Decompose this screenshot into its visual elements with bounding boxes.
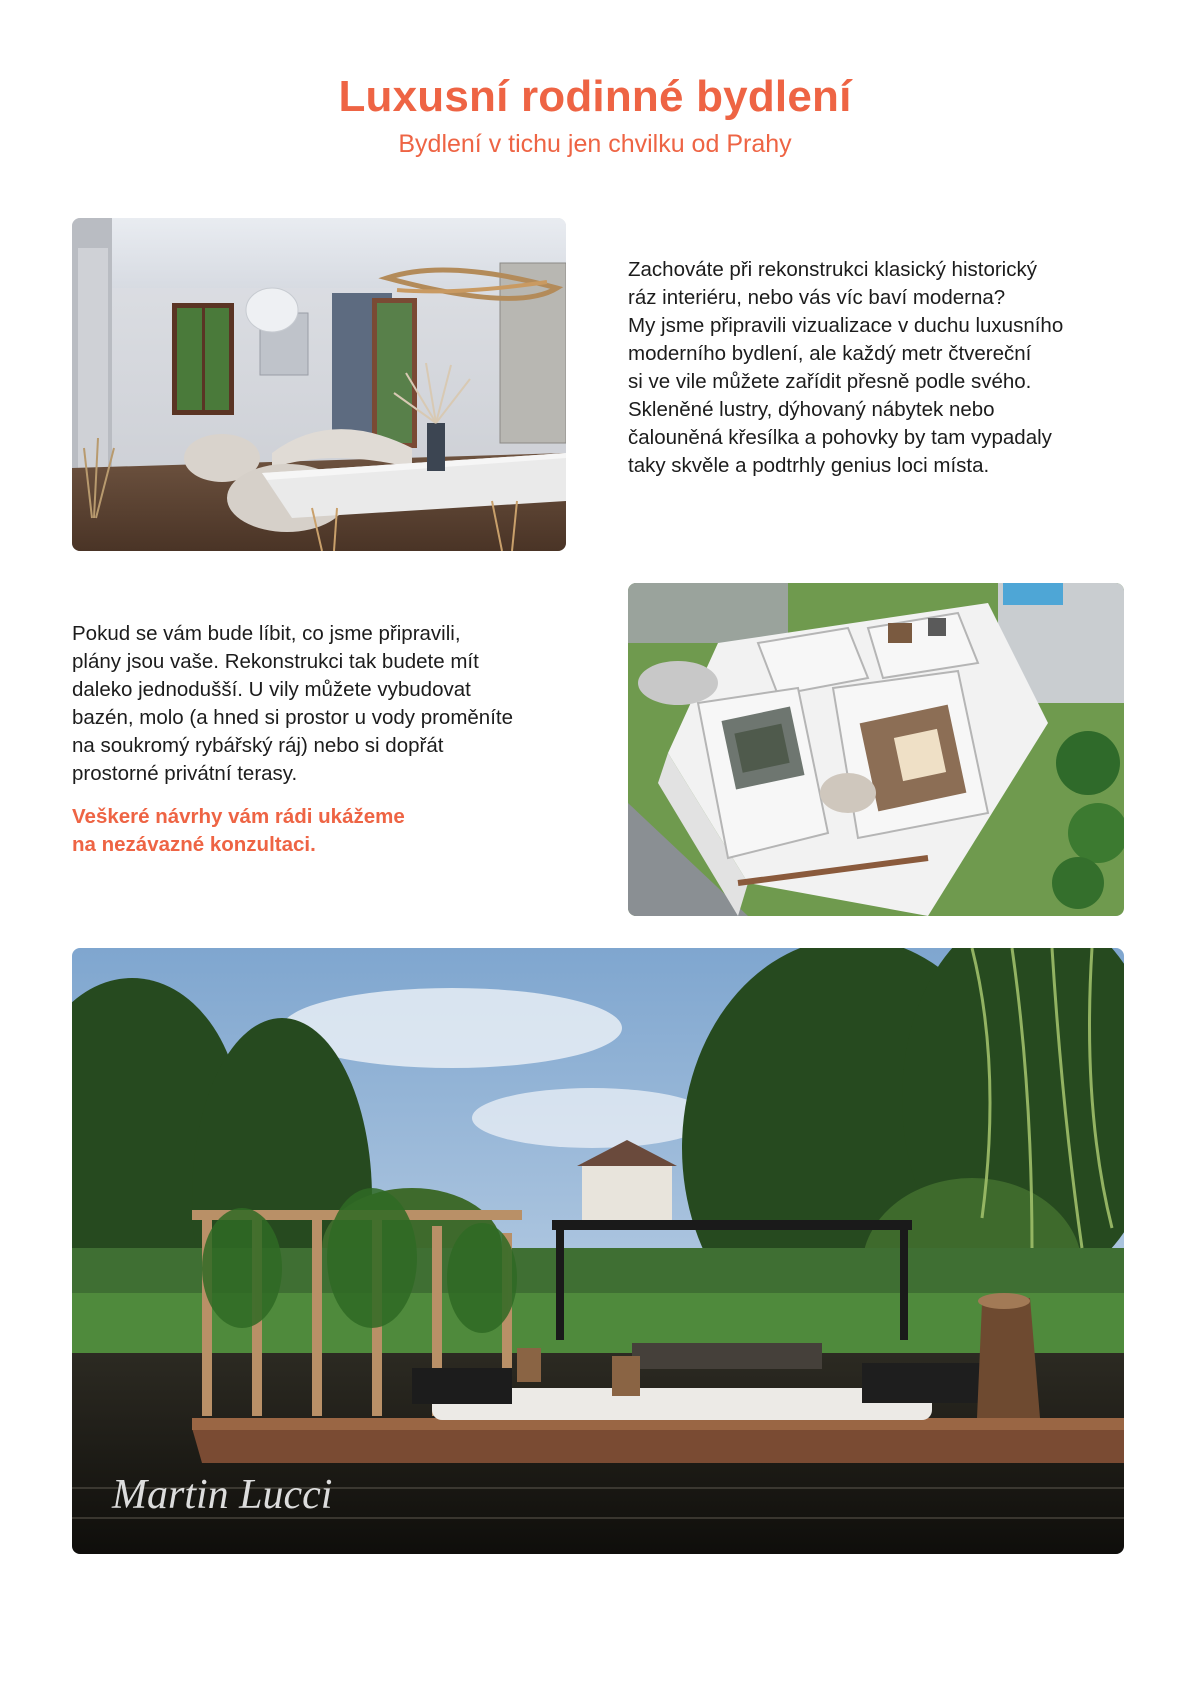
- consultation-callout: [72, 803, 572, 859]
- terrace-image: [72, 948, 1124, 1554]
- page-subtitle: Bydlení v tichu jen chvilku od Prahy: [398, 130, 792, 158]
- paragraph-line: prostorné privátní terasy.: [72, 762, 298, 785]
- plans-paragraph: [72, 620, 572, 788]
- paragraph-line: čalouněná křesílka a pohovky by tam vypadaly: [628, 426, 1052, 449]
- paragraph-line: bazén, molo (a hned si prostor u vody proměníte: [72, 706, 513, 729]
- paragraph-line: na soukromý rybářský ráj) nebo si dopřát: [72, 734, 444, 757]
- paragraph-line: si ve vile můžete zařídit přesně podle svého.: [628, 370, 1032, 393]
- callout-line: Veškeré návrhy vám rádi ukážeme: [72, 805, 405, 828]
- signature-logo: Martin Lucci: [112, 1472, 333, 1518]
- page-title: Luxusní rodinné bydlení: [338, 72, 852, 121]
- paragraph-line: Pokud se vám bude líbit, co jsme připravili,: [72, 622, 461, 645]
- paragraph-line: daleko jednodušší. U vily můžete vybudovat: [72, 678, 471, 701]
- paragraph-line: Skleněné lustry, dýhovaný nábytek nebo: [628, 398, 995, 421]
- paragraph-line: plány jsou vaše. Rekonstrukci tak budete mít: [72, 650, 479, 673]
- intro-paragraph: [628, 256, 1128, 480]
- interior-image: [72, 218, 566, 551]
- callout-line: na nezávazné konzultaci.: [72, 833, 316, 856]
- paragraph-line: ráz interiéru, nebo vás víc baví moderna?: [628, 286, 1006, 309]
- paragraph-line: moderního bydlení, ale každý metr čtvereční: [628, 342, 1032, 365]
- paragraph-line: My jsme připravili vizualizace v duchu luxusního: [628, 314, 1064, 337]
- paragraph-line: taky skvěle a podtrhly genius loci místa.: [628, 454, 990, 477]
- paragraph-line: Zachováte při rekonstrukci klasický historický: [628, 258, 1037, 281]
- aerial-plan-image: [628, 583, 1124, 916]
